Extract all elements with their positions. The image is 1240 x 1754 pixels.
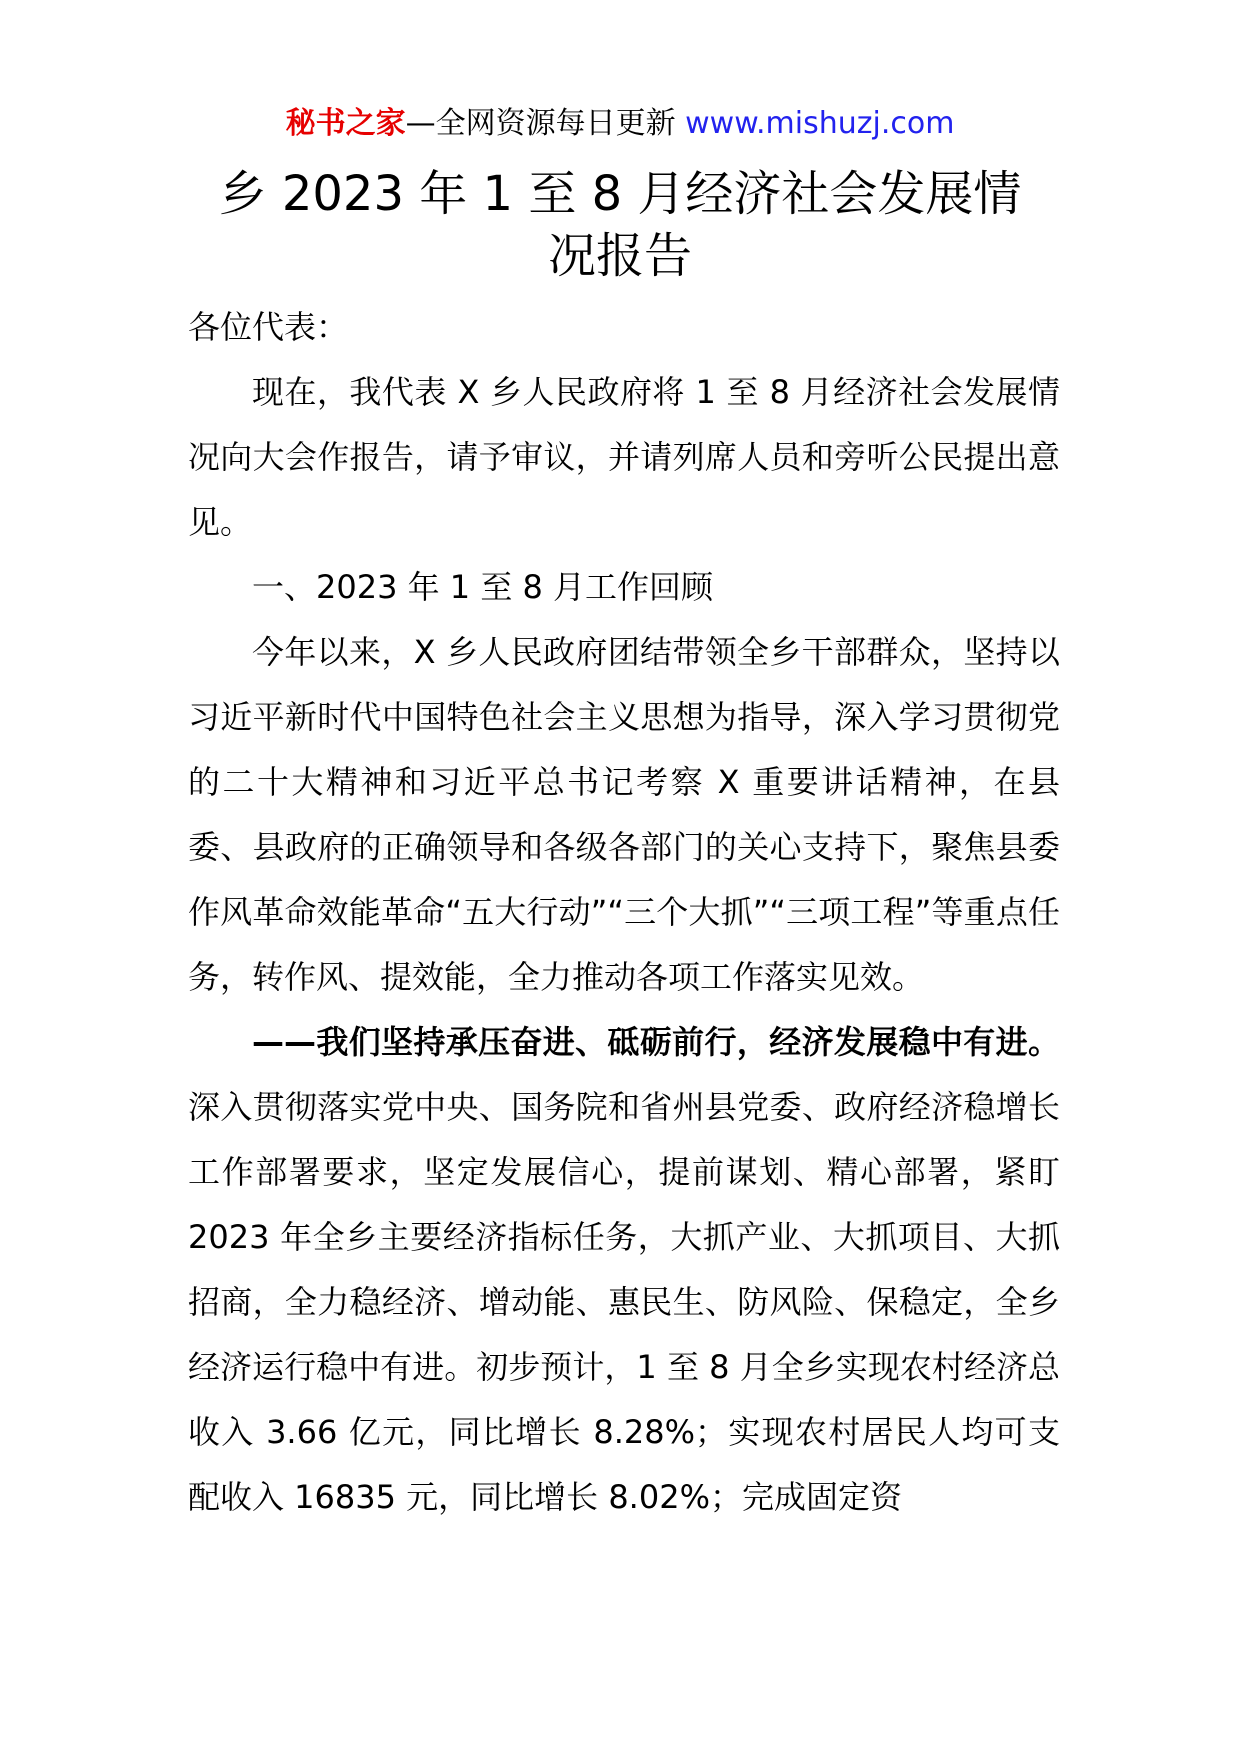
watermark-header [0,104,1240,144]
review-paragraph: 今年以来，X 乡人民政府团结带领全乡干部群众，坚持以习近平新时代中国特色社会主义思想为指导，深入学习贯彻党的二十大精神和习近平总书记考察 X 重要讲话精神，在县委、县政府的正确领导和各级各部门的关心支持下，聚焦县委作风革命效能革命“五大行动”“三个大抓”“三项工程”等重点任务，转作风、提效能，全力推动各项工作落实见效。 [188,633,1060,996]
economy-lead-sentence: ——我们坚持承压奋进、砥砺前行，经济发展稳中有进。 [252,1023,1060,1061]
economy-text: 深入贯彻落实党中央、国务院和省州县党委、政府经济稳增长工作部署要求，坚定发展信心，提前谋划、精心部署，紧盯 2023 年全乡主要经济指标任务，大抓产业、大抓项目、大抓招商，全力稳经济、增动能、惠民生、防风险、保稳定，全乡经济运行稳中有进。初步预计，1 至 8 月全乡实现农村经济总收入 3.66 亿元，同比增长 8.28%；实现农村居民人均可支配收入 16835 元，同比增长 8.02%；完成固定资 [188,1088,1060,1516]
intro-paragraph: 现在，我代表 X 乡人民政府将 1 至 8 月经济社会发展情况向大会作报告，请予审议，并请列席人员和旁听公民提出意见。 [188,373,1060,541]
salutation: 各位代表： [188,308,349,346]
section-heading: 一、2023 年 1 至 8 月工作回顾 [252,568,714,606]
document-body [188,295,1060,1530]
economy-paragraph [188,1010,1060,1530]
site-brand: 秘书之家 [285,106,406,141]
site-url-link[interactable]: www.mishuzj.com [685,106,955,141]
document-title: 乡 2023 年 1 至 8 月经济社会发展情况报告 [218,166,1022,284]
site-tagline: —全网资源每日更新 [405,106,676,141]
